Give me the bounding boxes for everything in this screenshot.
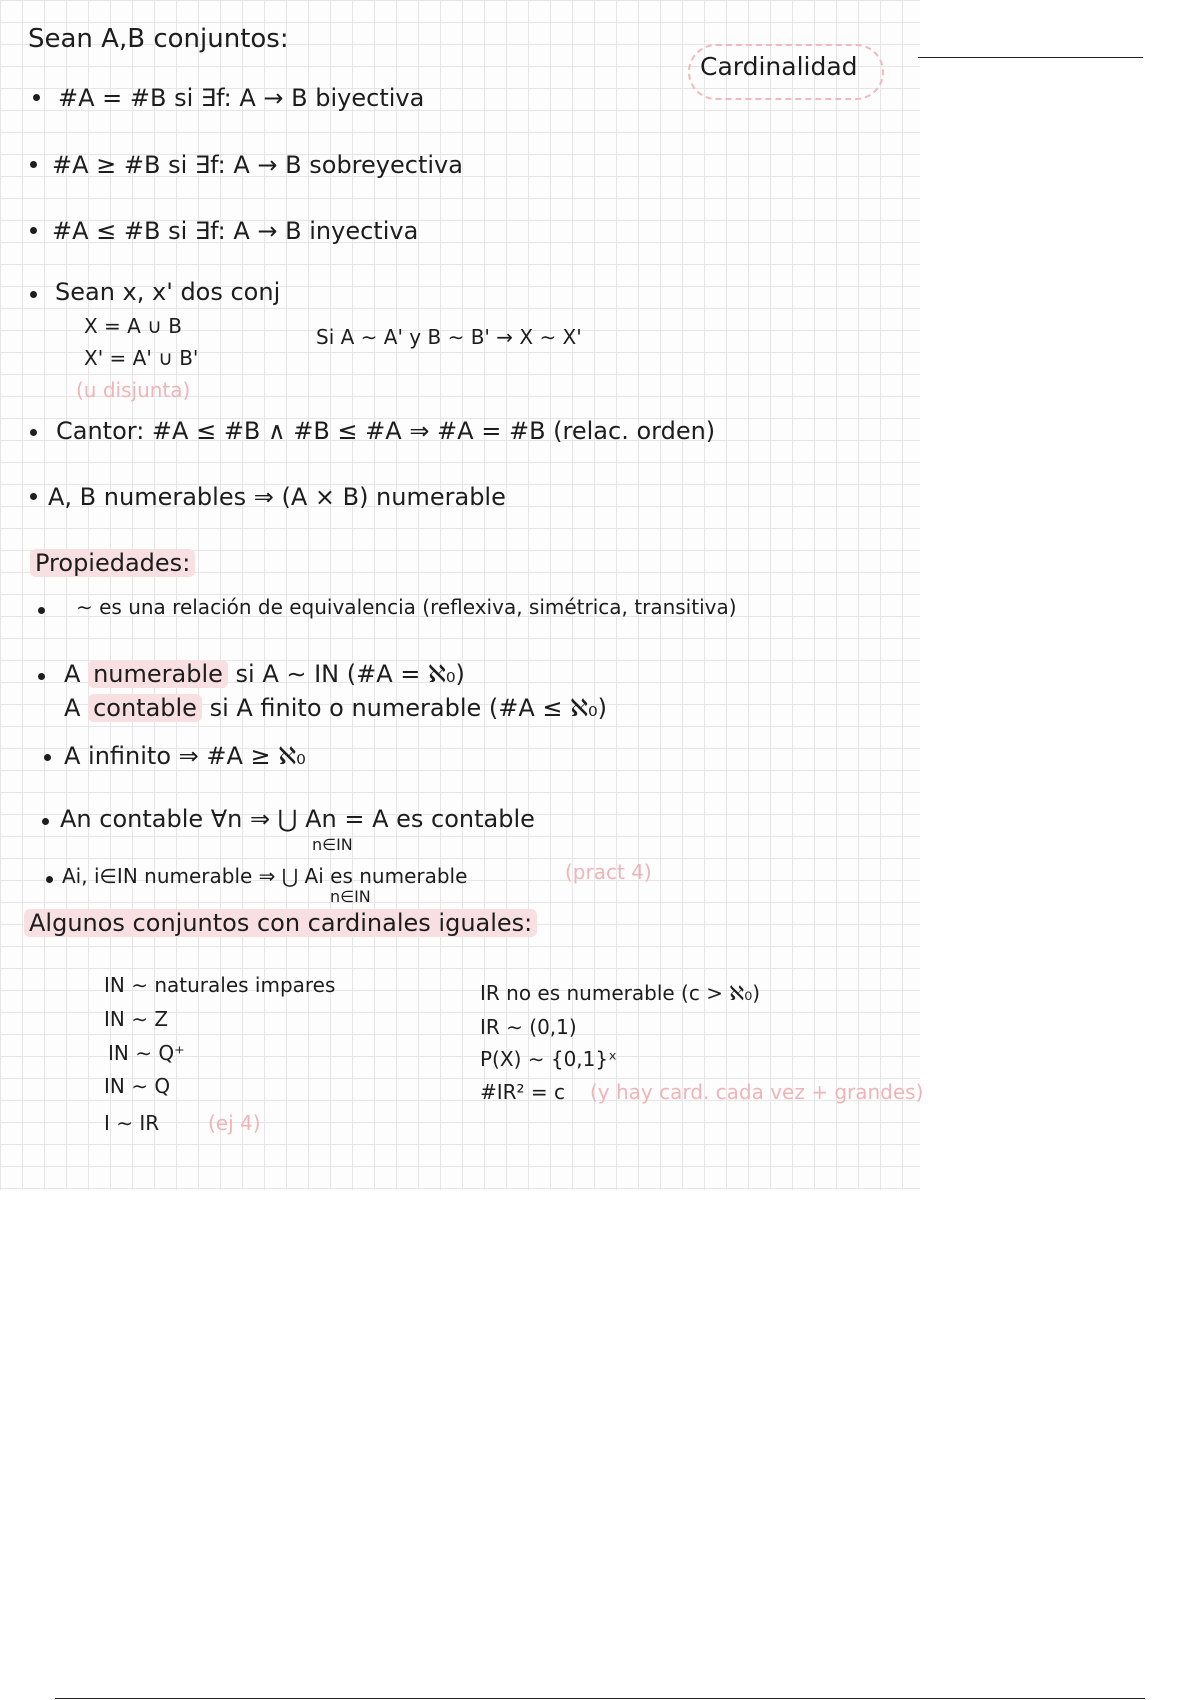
prop-infinito: A infinito ⇒ #A ≥ ℵ₀ — [64, 742, 306, 770]
left-item-2: IN ∼ Z — [104, 1007, 169, 1031]
bullet-icon — [30, 429, 37, 436]
prop-contable-rest: si A finito o numerable (#A ≤ ℵ₀) — [209, 694, 608, 722]
right-item-1: IR no es numerable (c > ℵ₀) — [480, 981, 761, 1005]
prop-union-numerable-note: (pract 4) — [565, 860, 652, 884]
bullet-icon — [30, 493, 37, 500]
left-item-3: IN ∼ Q⁺ — [108, 1041, 185, 1065]
bullet-icon — [38, 607, 45, 614]
bullet-producto: A, B numerables ⇒ (A × B) numerable — [48, 483, 506, 511]
right-item-2: IR ∼ (0,1) — [480, 1015, 577, 1039]
bullet-icon — [46, 876, 53, 883]
title-badge-text: Cardinalidad — [700, 52, 858, 81]
left-item-4: IN ∼ Q — [104, 1074, 171, 1098]
bullet-inyectiva: #A ≤ #B si ∃f: A → B inyectiva — [52, 217, 419, 245]
right-item-3: P(X) ∼ {0,1}ˣ — [480, 1047, 617, 1071]
prop-union-numerable-sub: n∈IN — [330, 887, 371, 906]
prop-numerable — [64, 659, 465, 689]
prop-numerable-word: numerable — [88, 660, 228, 688]
prop-numerable-rest: si A ∼ IN (#A = ℵ₀) — [235, 660, 465, 688]
bullet-sobreyectiva: #A ≥ #B si ∃f: A → B sobreyectiva — [52, 151, 463, 179]
bullet-icon — [30, 291, 37, 298]
intro-text: Sean A,B conjuntos: — [28, 24, 289, 54]
union-rule: Si A ∼ A' y B ∼ B' → X ∼ X' — [316, 325, 582, 349]
bullet-icon — [30, 161, 37, 168]
prop-contable-a: A — [64, 694, 81, 722]
prop-union-contable: An contable ∀n ⇒ ⋃ An = A es contable — [60, 805, 535, 833]
bullet-cantor: Cantor: #A ≤ #B ∧ #B ≤ #A ⇒ #A = #B (relac. orden) — [56, 417, 716, 445]
props-title — [30, 548, 195, 578]
bullet-icon — [44, 754, 51, 761]
right-item-4: #IR² = c — [480, 1080, 566, 1104]
left-item-1: IN ∼ naturales impares — [104, 973, 336, 997]
bullet-icon — [33, 94, 40, 101]
prop-equivalencia: ∼ es una relación de equivalencia (reflexiva, simétrica, transitiva) — [76, 595, 737, 619]
bullet-icon — [42, 818, 49, 825]
header-rule — [918, 57, 1143, 58]
bullet-icon — [38, 673, 45, 680]
footer-rule — [55, 1698, 1145, 1699]
algunos-title-text: Algunos conjuntos con cardinales iguales: — [24, 909, 537, 937]
prop-contable-word: contable — [88, 694, 202, 722]
left-note: (ej 4) — [208, 1111, 261, 1135]
algunos-title — [24, 908, 537, 938]
bullet-icon — [30, 227, 37, 234]
right-note: (y hay card. cada vez + grandes) — [590, 1080, 924, 1104]
props-title-text: Propiedades: — [30, 549, 195, 577]
prop-union-numerable: Ai, i∈IN numerable ⇒ ⋃ Ai es numerable — [62, 864, 468, 888]
prop-numerable-a: A — [64, 660, 81, 688]
left-item-5: I ∼ IR — [104, 1111, 160, 1135]
prop-union-contable-sub: n∈IN — [312, 835, 353, 854]
prop-contable — [64, 693, 607, 723]
bullet-sean-conj: Sean x, x' dos conj — [55, 278, 281, 306]
union-line-1: X = A ∪ B — [84, 314, 182, 338]
bullet-biyectiva: #A = #B si ∃f: A → B biyectiva — [58, 84, 425, 112]
union-note: (u disjunta) — [76, 378, 191, 402]
union-line-2: X' = A' ∪ B' — [84, 346, 199, 370]
